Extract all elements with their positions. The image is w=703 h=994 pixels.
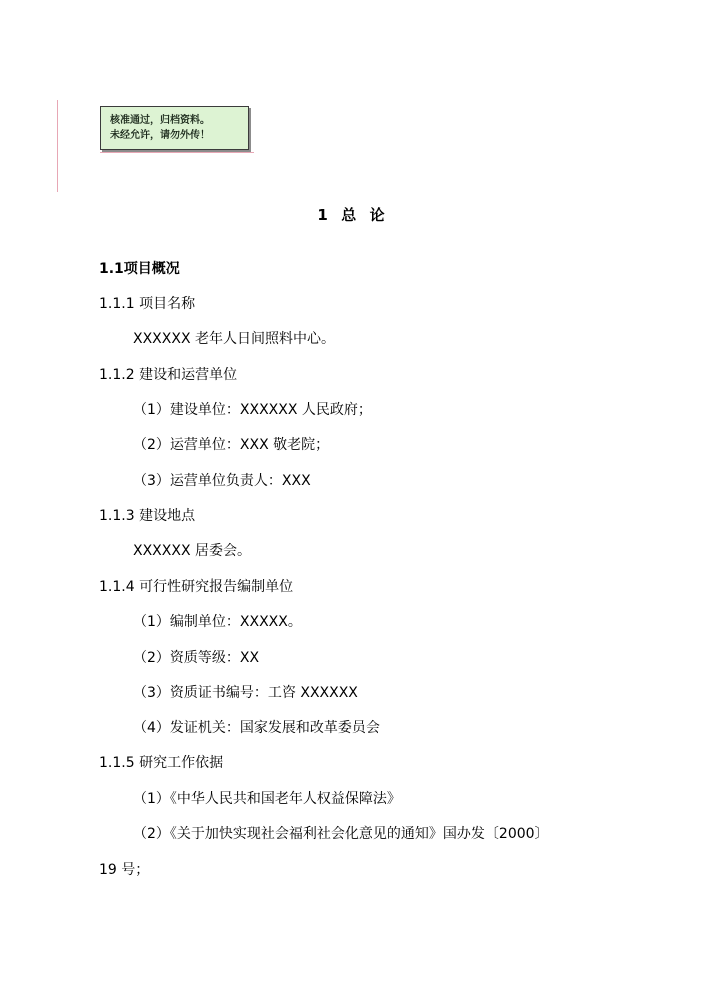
list-item-continuation: 19 号； — [99, 862, 150, 878]
subsection-heading-1-1-5: 1.1.5 研究工作依据 — [99, 755, 224, 771]
list-item: （2）《关于加快实现社会福利社会化意见的通知》国办发〔2000〕 — [133, 826, 549, 842]
subsection-heading-1-1-4: 1.1.4 可行性研究报告编制单位 — [99, 579, 294, 595]
list-item: （1）《中华人民共和国老年人权益保障法》 — [133, 791, 401, 807]
subsection-heading-1-1-3: 1.1.3 建设地点 — [99, 508, 196, 524]
list-item: （4）发证机关：国家发展和改革委员会 — [133, 720, 380, 736]
stamp-line-2: 未经允许，请勿外传！ — [110, 130, 210, 141]
project-name: XXXXXX 老年人日间照料中心。 — [133, 331, 335, 347]
margin-line — [57, 100, 58, 192]
construction-location: XXXXXX 居委会。 — [133, 543, 251, 559]
list-item: （1）编制单位：XXXXX。 — [133, 614, 302, 630]
stamp-underline — [100, 152, 254, 153]
subsection-heading-1-1-2: 1.1.2 建设和运营单位 — [99, 367, 238, 383]
list-item: （2）运营单位：XXX 敬老院； — [133, 437, 330, 453]
list-item: （3）运营单位负责人：XXX — [133, 473, 311, 489]
list-item: （3）资质证书编号：工咨 XXXXXX — [133, 685, 358, 701]
subsection-heading-1-1-1: 1.1.1 项目名称 — [99, 296, 196, 312]
list-item: （2）资质等级：XX — [133, 650, 260, 666]
archive-stamp — [100, 106, 249, 150]
chapter-title: 1 总 论 — [317, 206, 386, 224]
section-heading-1-1: 1.1项目概况 — [99, 261, 180, 277]
list-item: （1）建设单位：XXXXXX 人民政府； — [133, 402, 372, 418]
stamp-line-1: 核准通过，归档资料。 — [110, 115, 210, 126]
